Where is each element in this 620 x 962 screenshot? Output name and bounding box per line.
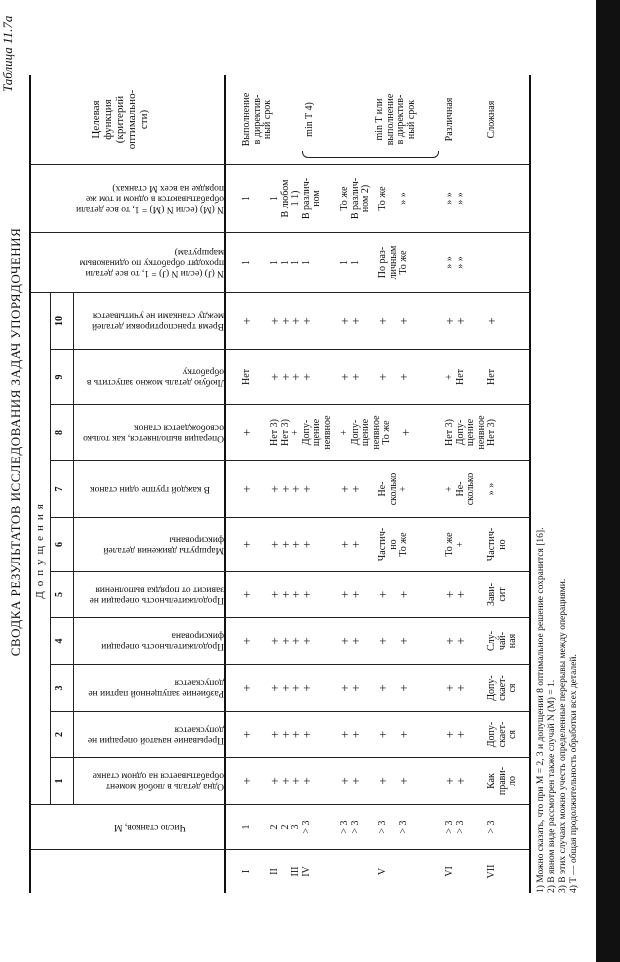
- header-assumption-7: [75, 461, 225, 517]
- table-cell: Зави- сит: [486, 583, 508, 606]
- table-column: [50, 712, 530, 758]
- table-cell: Слу- чай- ная: [486, 631, 519, 651]
- table-cell: + Не- сколько: [444, 472, 477, 506]
- table-column: [50, 405, 530, 461]
- table-cell: По раз- личным То же: [377, 245, 410, 280]
- header-text: Время транспортировки деталей между станками не учитывается: [91, 311, 224, 332]
- assumption-number: 2: [54, 732, 65, 737]
- table-cell: + + + +: [267, 590, 314, 599]
- table-cell: 1: [241, 260, 252, 265]
- assumption-number: 8: [54, 430, 65, 435]
- table-cell: > 3 > 3: [377, 820, 410, 834]
- table-cell: + +: [442, 317, 468, 325]
- table-cell: + + + +: [267, 637, 314, 645]
- footnote: 3) В этих случаях можно учесть определенные перерывы между операциями.: [558, 578, 568, 893]
- header-assumption-1: [75, 758, 225, 804]
- table-cell: Допу- скает- ся: [486, 675, 519, 701]
- header-nj: [75, 233, 225, 292]
- header-text: Продолжительность операции не зависит от порядка выполнения: [89, 584, 224, 605]
- header-text: N (M) (если N (M) = 1, то все детали обрабатываются в одном и том же порядке на всех M станках): [76, 183, 224, 215]
- header-text: Прерывание начатой операции не допускается: [87, 724, 224, 745]
- table-column: [30, 75, 530, 165]
- table-cell: + +: [375, 373, 412, 381]
- table-cell: + Допу- щение неявное То же: [339, 415, 393, 450]
- table-cell: » » » »: [444, 256, 466, 269]
- table-column: [30, 758, 530, 805]
- brace-min-t: [302, 151, 439, 158]
- table-column: [50, 350, 530, 405]
- table-cell: > 3: [486, 820, 497, 834]
- table-cell: » »: [486, 482, 497, 496]
- header-assumption-5: [75, 572, 225, 617]
- table-cell: + + + +: [267, 540, 314, 549]
- table-cell: Нет: [486, 368, 497, 386]
- table-cell: + +: [375, 777, 412, 785]
- table-column: [50, 572, 530, 618]
- table-cell: Нет 3) Нет 3) + Допу- щение неявное: [269, 415, 333, 450]
- table-cell: +: [239, 540, 254, 549]
- table-cell: +: [239, 590, 254, 599]
- summary-table: [30, 75, 530, 893]
- table-cell: + +: [337, 540, 363, 549]
- table-cell: + +: [442, 590, 468, 599]
- table-cell: VII: [486, 864, 497, 879]
- table-cell: +: [239, 317, 254, 325]
- table-cell: V: [377, 867, 388, 876]
- table-cell: Допу- скает- ся: [486, 721, 519, 748]
- table-column: [30, 233, 530, 293]
- header-text: Маршруты движения деталей фиксированы: [103, 534, 224, 555]
- header-text: N (J) (если N (J) = 1, то все детали проходят обработку по одинаковым маршрутам): [79, 247, 224, 279]
- table-number: Таблица 11.7а: [0, 15, 15, 92]
- table-cell: + +: [442, 730, 468, 739]
- table-cell: +: [239, 428, 254, 437]
- table-cell: > 3 > 3: [339, 820, 361, 834]
- table-cell: > 3 > 3: [444, 820, 466, 834]
- header-assumption-6: [75, 518, 225, 571]
- table-cell: VI: [444, 866, 455, 877]
- table-title: СВОДКА РЕЗУЛЬТАТОВ ИССЛЕДОВАНИЯ ЗАДАЧ УПОРЯДОЧЕНИЯ: [8, 227, 23, 657]
- table-cell: min T 4): [304, 102, 315, 137]
- table-cell: II III IV: [269, 866, 312, 877]
- table-cell: То же +: [444, 532, 466, 557]
- header-assumption-8: [75, 405, 225, 460]
- table-cell: + Нет: [444, 368, 466, 386]
- table-cell: min T или выполнение в директив- ный срок: [374, 93, 417, 146]
- header-text: Любую деталь можно запустить в обработку: [86, 367, 224, 388]
- table-cell: + +: [337, 684, 363, 692]
- table-cell: +: [239, 637, 254, 645]
- table-cell: + + + +: [267, 317, 314, 325]
- table-cell: +: [239, 777, 254, 785]
- header-assumption-2: [75, 712, 225, 757]
- table-cell: + + + +: [267, 777, 314, 785]
- assumptions-group-label: Допущения: [34, 499, 46, 599]
- table-cell: + +: [442, 637, 468, 645]
- table-cell: Частич- но То же: [377, 527, 410, 562]
- header-text: В каждой группе один станок: [89, 484, 211, 495]
- footnote: 1) Можно сказать, что при M = 2, 3 и допущении 8 оптимальное решение сохранится [16].: [536, 527, 546, 893]
- table-cell: + +: [337, 485, 363, 493]
- table-cell: + +: [442, 684, 468, 692]
- table-cell: + +: [375, 317, 412, 325]
- table-cell: + +: [337, 590, 363, 599]
- table-cell: Нет: [241, 368, 252, 386]
- footnotes: [536, 528, 580, 893]
- assumption-number: 10: [54, 316, 65, 326]
- table-cell: » » » »: [444, 192, 466, 205]
- table-cell: Различная: [444, 97, 455, 142]
- table-cell: + +: [375, 684, 412, 692]
- table-cell: Нет 3) Допу- щение неявное Нет 3): [444, 415, 498, 450]
- header-assumption-9: [75, 350, 225, 404]
- table-column: [30, 850, 530, 893]
- table-cell: То же В различ- ном 2): [339, 177, 372, 220]
- table-cell: 1 1 1 1: [269, 260, 312, 265]
- table-column: [50, 461, 530, 518]
- header-assumption-10: [75, 293, 225, 349]
- table-cell: 2 2 3 > 3: [269, 820, 312, 834]
- table-cell: +: [239, 730, 254, 739]
- table-column: [30, 805, 530, 850]
- table-cell: Частич- но: [486, 527, 508, 562]
- table-cell: + +: [337, 730, 363, 739]
- header-assumption-3: [75, 665, 225, 711]
- table-cell: Не- сколько +: [377, 472, 410, 506]
- footnote: 4) T — общая продолжительность обработки всех деталей.: [569, 654, 579, 893]
- header-text: Разбиение запущенной партии не допускается: [88, 678, 224, 699]
- assumption-number: 6: [54, 542, 65, 547]
- table-cell: + +: [337, 373, 363, 381]
- table-cell: +: [484, 317, 499, 325]
- header-assumption-4: [75, 618, 225, 664]
- header-text: Одна деталь в любой момент обрабатывается на одном станке: [92, 771, 224, 792]
- header-goal: Целевая функция (критерий оптимально- сти): [90, 89, 150, 150]
- header-text: Операция выполняется, как только освобождается станок: [83, 422, 224, 443]
- table-cell: + +: [375, 637, 412, 645]
- table-cell: То же » »: [377, 186, 410, 211]
- table-cell: 1: [241, 196, 252, 201]
- table-column: [50, 618, 530, 665]
- table-cell: 1 1: [339, 260, 361, 265]
- table-cell: +: [239, 485, 254, 493]
- table-cell: + +: [375, 730, 412, 739]
- header-nm: [75, 165, 225, 232]
- table-column: [50, 518, 530, 572]
- header-text: Число станков, M: [114, 822, 186, 833]
- assumption-number: 7: [54, 486, 65, 492]
- table-cell: Сложная: [486, 100, 497, 139]
- table-cell: + + + +: [267, 730, 314, 739]
- table-cell: +: [397, 428, 413, 437]
- table-cell: Выполнение в директив- ный срок: [241, 92, 274, 147]
- assumption-number: 3: [54, 685, 65, 691]
- table-cell: 1 В любом 1 1) В различ- ном: [269, 177, 323, 220]
- table-cell: + +: [337, 317, 363, 325]
- table-cell: I: [241, 869, 252, 874]
- table-column: [30, 165, 530, 233]
- table-cell: + +: [375, 590, 412, 599]
- table-cell: + +: [442, 777, 468, 785]
- table-cell: + +: [337, 637, 363, 645]
- table-cell: + + + +: [267, 684, 314, 692]
- header-text: Продолжительность операции фиксирована: [101, 631, 224, 652]
- assumption-number: 4: [54, 638, 65, 644]
- table-cell: +: [239, 684, 254, 692]
- table-cell: 1: [241, 824, 252, 830]
- table-cell: Как прави- ло: [486, 766, 519, 796]
- assumption-number: 9: [54, 374, 65, 380]
- table-cell: + + + +: [267, 373, 314, 381]
- assumption-number: 5: [54, 592, 65, 597]
- table-cell: + +: [337, 777, 363, 785]
- header-machines: [75, 805, 225, 849]
- table-cell: + + + +: [267, 485, 314, 493]
- table-column: [50, 665, 530, 712]
- footnote: 2) В явном виде рассмотрен также случай N (M) = 1.: [547, 679, 557, 893]
- table-column: [50, 293, 530, 350]
- assumption-number: 1: [54, 778, 65, 784]
